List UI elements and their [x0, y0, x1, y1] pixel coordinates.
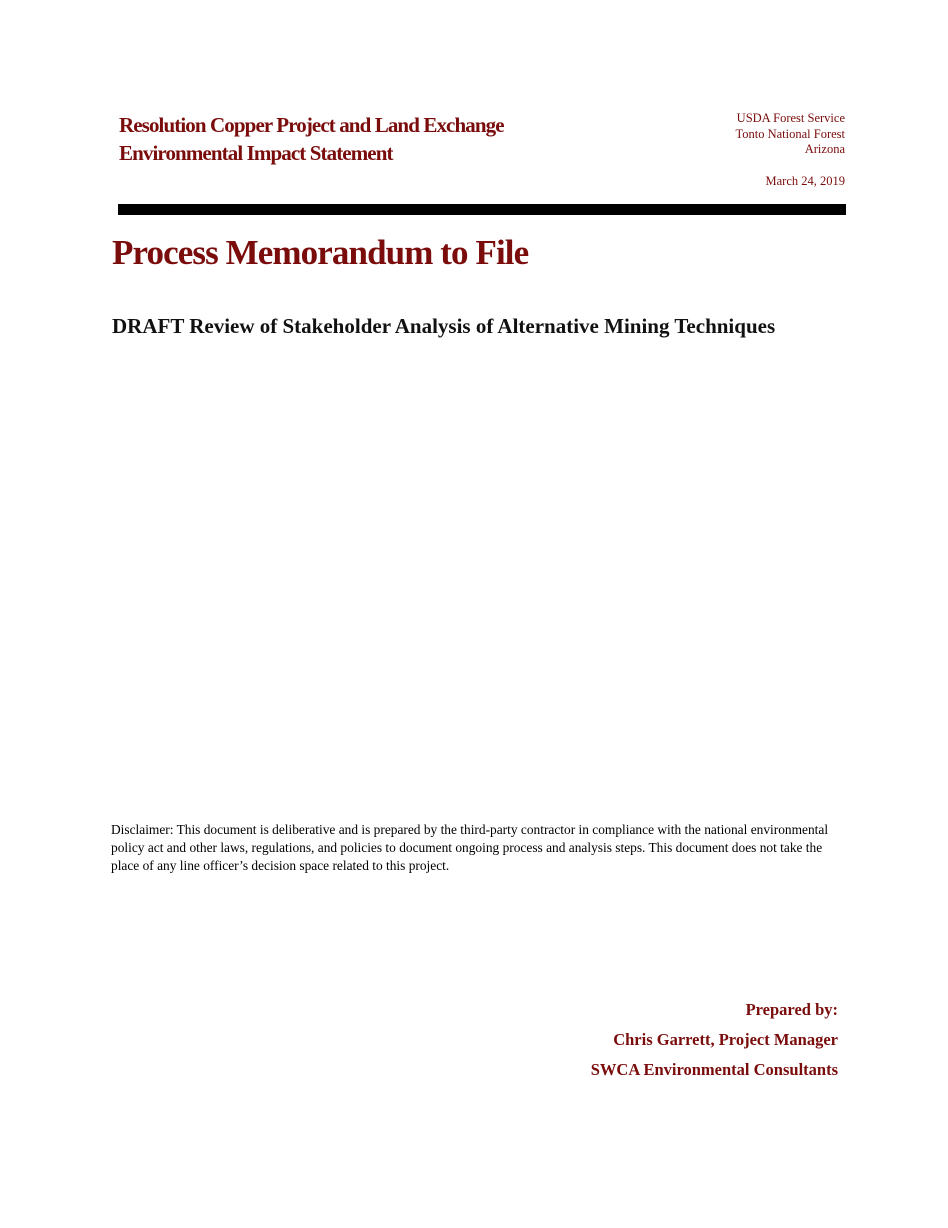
- memo-subtitle: DRAFT Review of Stakeholder Analysis of Alternative Mining Techniques: [112, 314, 776, 338]
- memo-title: Process Memorandum to File: [112, 233, 529, 272]
- preparer-name: Chris Garrett, Project Manager: [613, 1030, 838, 1049]
- project-title-line2: Environmental Impact Statement: [119, 141, 393, 165]
- disclaimer-text: Disclaimer: This document is deliberative and is prepared by the third-party contractor in compliance with the national environmental policy act and other laws, regulations, and policies to document ongoing process and analysis steps. This document does not take the place of any line officer’s decision space related to this project.: [111, 822, 829, 874]
- preparer-organization: SWCA Environmental Consultants: [590, 1060, 838, 1079]
- agency-block: [735, 111, 845, 158]
- prepared-by-block: [591, 995, 838, 1085]
- forest-name: Tonto National Forest: [735, 126, 845, 141]
- project-title: [119, 111, 504, 167]
- prepared-by-label: Prepared by:: [745, 1000, 838, 1019]
- agency-name: USDA Forest Service: [736, 111, 845, 125]
- project-title-line1: Resolution Copper Project and Land Exchange: [119, 113, 504, 137]
- header-divider: [118, 204, 846, 215]
- state-name: Arizona: [804, 142, 845, 156]
- document-date: March 24, 2019: [765, 174, 845, 188]
